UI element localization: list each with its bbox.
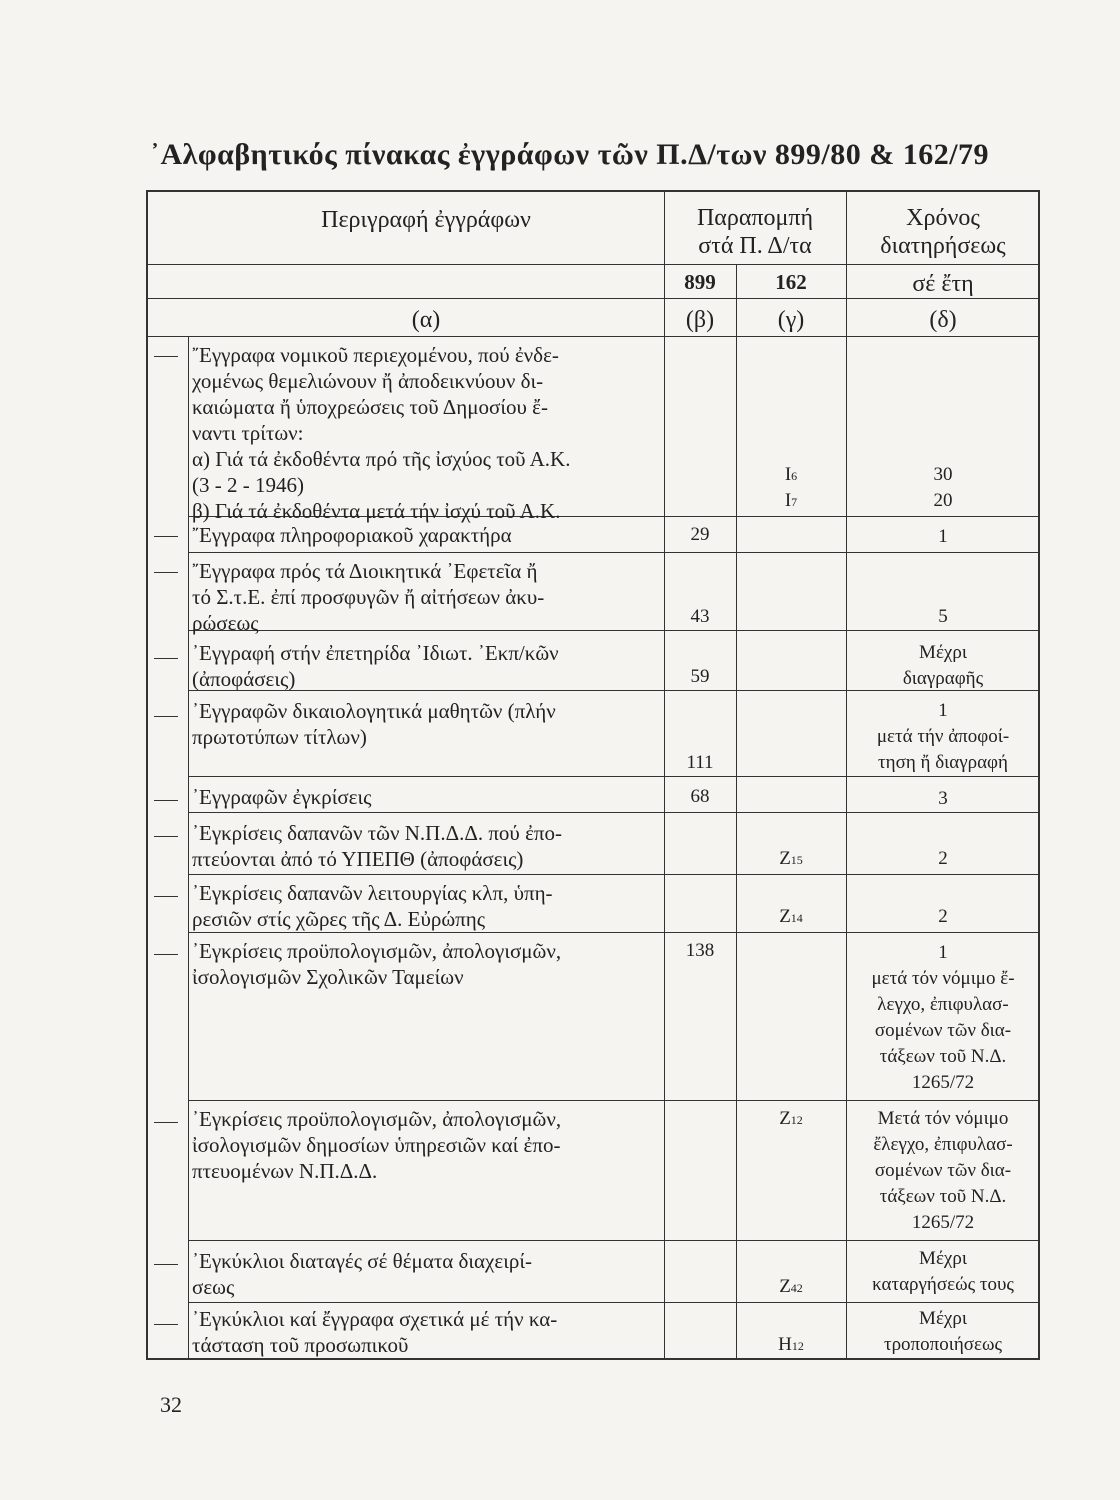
row-description: ᾽Εγκρίσεις δαπανῶν λειτουργίας κλπ, ὑπη- ρεσιῶν στίς χῶρες τῆς Δ. Εὐρώπης [192,881,553,931]
row-ref-162: Ζ15 [779,848,803,869]
row-description: ᾽Εγκρίσεις προϋπολογισμῶν, ἀπολογισμῶν, ἰσολογισμῶν Σχολικῶν Ταμείων [192,939,562,989]
row-dash [154,572,178,573]
header-col-899: 899 [684,270,716,294]
row-description: ᾽Εγγραφῶν ἐγκρίσεις [192,785,372,809]
header-retention-1: Χρόνος [906,205,980,231]
row-description: ῎Εγγραφα πληροφοριακοῦ χαρακτήρα [192,523,512,547]
row-dash [154,1122,178,1123]
col-line-desc [664,190,665,1360]
row-ref-899: 111 [686,752,714,773]
header-label-d: (δ) [929,307,957,333]
row-ref-899: 68 [690,786,710,807]
row-ref-162: Ζ14 [779,906,803,927]
row-retention: 1 [938,526,948,547]
row-separator [188,1240,1040,1241]
row-ref-162: Ι6 [784,464,798,485]
row-dash [154,800,178,801]
header-description: Περιγραφή ἐγγράφων [321,207,531,233]
row-retention: 30 [933,464,953,485]
header-reference-2: στά Π. Δ/τα [698,233,812,259]
row-retention: 2 [938,848,948,869]
header-years: σέ ἔτη [912,271,974,297]
row-ref-899: 59 [690,666,710,687]
header-reference-1: Παραπομπή [696,205,814,231]
row-dash [154,356,178,357]
row-retention: 5 [938,606,948,627]
header-label-b: (β) [685,307,715,333]
row-description: ᾽Εγκρίσεις δαπανῶν τῶν Ν.Π.Δ.Δ. πού ἐπο- πτεύονται ἀπό τό ΥΠΕΠΘ (ἀποφάσεις) [192,821,562,871]
row-ref-162: Ζ12 [779,1108,803,1129]
row-separator [188,1302,1040,1303]
row-dash [154,836,178,837]
col-line-dash [188,336,189,1360]
row-retention: Μέχρι καταργήσεώς τους [872,1248,1014,1295]
header-label-a: (α) [411,307,441,333]
row-dash [154,1264,178,1265]
header-divider-2 [146,298,1040,299]
row-separator [188,812,1040,813]
row-ref-162: Η12 [778,1334,804,1355]
row-separator [188,552,1040,553]
row-ref-162: Ζ42 [779,1276,803,1297]
row-dash [154,716,178,717]
row-retention: Μέχρι τροποποιήσεως [883,1308,1003,1355]
row-separator [188,1100,1040,1101]
page-title: ᾽Αλφαβητικός πίνακας ἐγγράφων τῶν Π.Δ/των 899/80 & 162/79 [150,138,990,171]
header-label-g: (γ) [777,307,805,333]
header-retention-2: διατηρήσεως [880,233,1006,259]
row-retention: 1 μετά τόν νόμιμο ἔ- λεγχο, ἐπιφυλασ- σομένων τῶν δια- τάξεων τοῦ Ν.Δ. 1265/72 [871,942,1015,1093]
row-ref-899: 29 [690,524,710,545]
row-separator [188,874,1040,875]
row-description: ῎Εγγραφα πρός τά Διοικητικά ᾽Εφετεῖα ἤ τό Σ.τ.Ε. ἐπί προσφυγῶν ἤ αἰτήσεων ἀκυ- ρώσεως [192,559,545,635]
header-divider-3 [146,336,1040,337]
row-description: ῎Εγγραφα νομικοῦ περιεχομένου, πού ἐνδε- χομένως θεμελιώνουν ἤ ἀποδεικνύουν δι- καιώματα ἤ ὑποχρεώσεις τοῦ Δημοσίου ἔ- ναντι τρίτων: α) Γιά τά ἐκδοθέντα πρό τῆς ἰσχύος τοῦ Α.Κ. (3 - 2 - 1946) β) Γιά τά ἐκδοθέντα μετά τήν ἰσχύ τοῦ Α.Κ. [192,343,571,523]
row-ref-899: 138 [685,940,715,961]
row-description: ᾽Εγγραφῶν δικαιολογητικά μαθητῶν (πλήν πρωτοτύπων τίτλων) [192,699,556,749]
row-ref-899: 43 [690,606,710,627]
row-description: ᾽Εγκύκλιοι διαταγές σέ θέματα διαχειρί- σεως [192,1249,532,1299]
row-dash [154,896,178,897]
row-separator [188,776,1040,777]
row-dash [154,658,178,659]
row-retention: 2 [938,906,948,927]
row-description: ᾽Εγγραφή στήν ἐπετηρίδα ᾽Ιδιωτ. ᾽Εκπ/κῶν (ἀποφάσεις) [192,641,559,691]
row-ref-162: Ι7 [784,490,798,511]
row-retention: Μετά τόν νόμιμο ἔλεγχο, ἐπιφυλασ- σομένων τῶν δια- τάξεων τοῦ Ν.Δ. 1265/72 [873,1108,1013,1233]
row-description: ᾽Εγκρίσεις προϋπολογισμῶν, ἀπολογισμῶν, ἰσολογισμῶν δημοσίων ὑπηρεσιῶν καί ἐπο- πτευομένων Ν.Π.Δ.Δ. [192,1107,562,1183]
header-col-162: 162 [775,270,807,294]
row-dash [154,536,178,537]
header-divider-1 [146,264,1040,265]
row-retention: 1 μετά τήν ἀποφοί- τηση ἤ διαγραφή [876,700,1010,773]
row-dash [154,954,178,955]
row-retention: Μέχρι διαγραφῆς [902,642,984,689]
row-retention: 3 [938,788,948,809]
page-number: 32 [160,1392,182,1417]
row-retention: 20 [933,490,953,511]
row-dash [154,1324,178,1325]
row-separator [188,932,1040,933]
row-description: ᾽Εγκύκλιοι καί ἔγγραφα σχετικά μέ τήν κα- τάσταση τοῦ προσωπικοῦ [192,1307,558,1357]
